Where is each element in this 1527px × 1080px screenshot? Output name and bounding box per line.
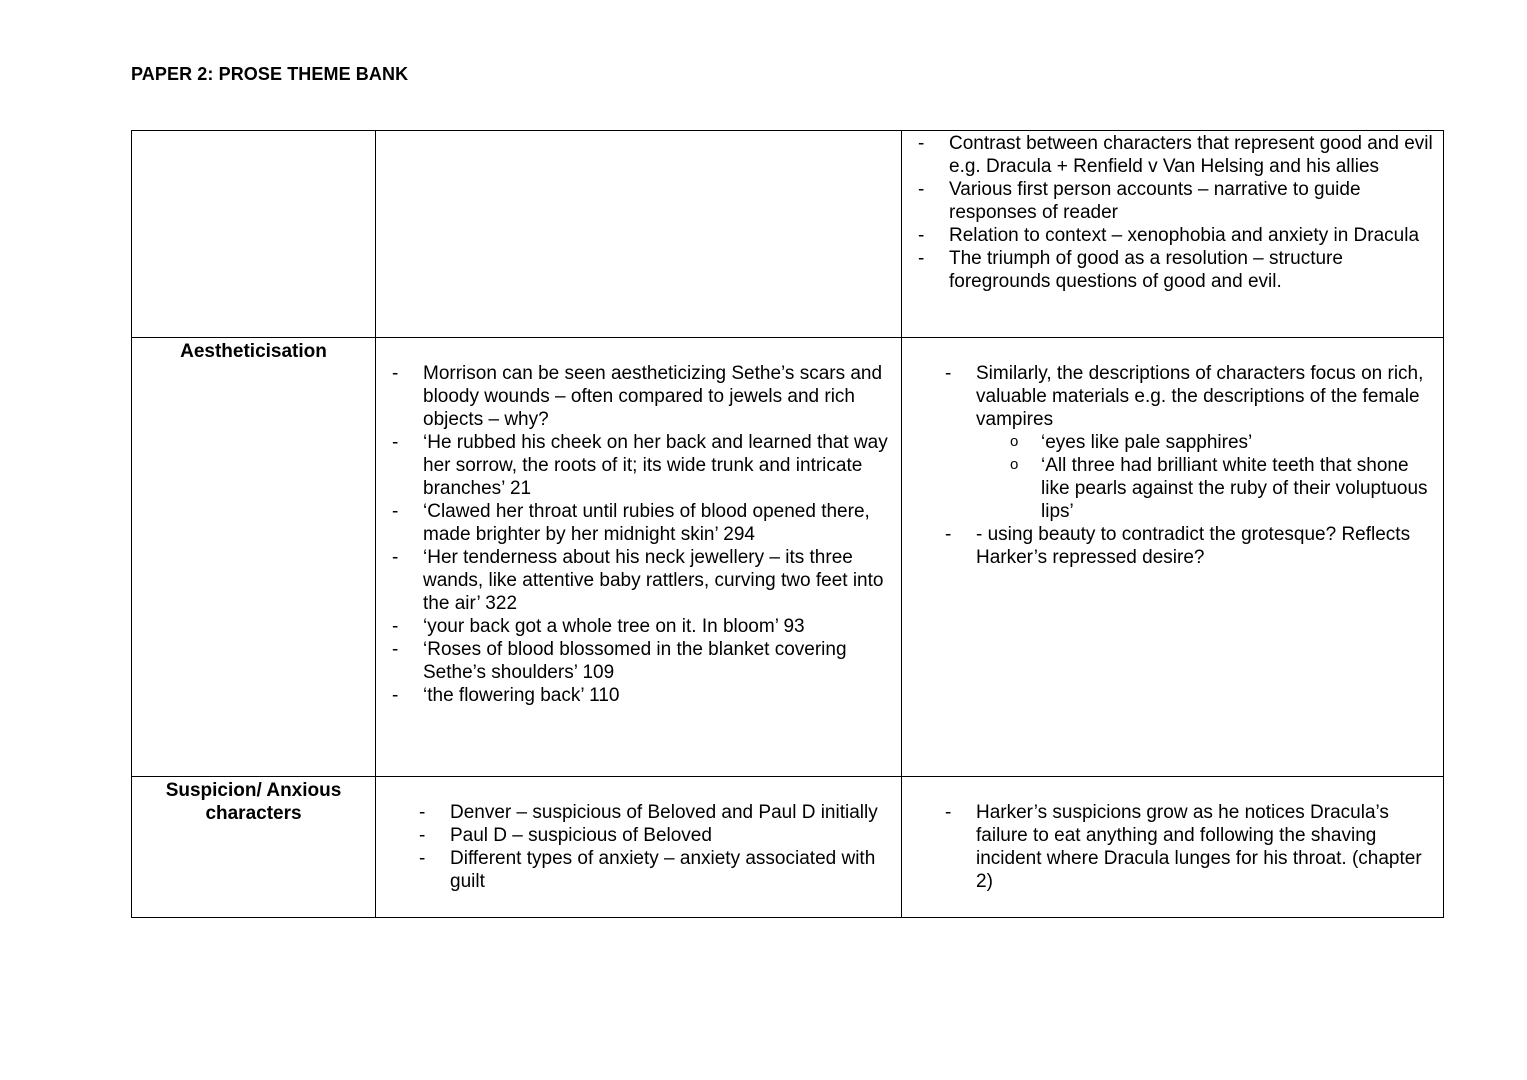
list-item-text: Similarly, the descriptions of characters focus on rich, valuable materials e.g. the descriptions of the female vampires [976, 363, 1424, 430]
table-row [132, 338, 1444, 777]
list-item: - Paul D – suspicious of Beloved [450, 824, 893, 847]
dracula-cell [902, 131, 1444, 338]
quote-item: o ‘eyes like pale sapphires’ [1041, 431, 1435, 454]
quote-sublist [976, 431, 1435, 523]
list-item: - Various first person accounts – narrative to guide responses of reader [949, 178, 1435, 224]
beloved-notes-list [376, 777, 901, 893]
dracula-notes-list [902, 338, 1443, 569]
list-item: - The triumph of good as a resolution – structure foregrounds questions of good and evil. [949, 247, 1435, 293]
list-item: - ‘Her tenderness about his neck jewellery – its three wands, like attentive baby rattlers, curving two feet into the air’ 322 [423, 546, 893, 615]
list-item: - Morrison can be seen aestheticizing Sethe’s scars and bloody wounds – often compared to jewels and rich objects – why? [423, 362, 893, 431]
list-item: - Denver – suspicious of Beloved and Paul D initially [450, 801, 893, 824]
list-item: - ‘the flowering back’ 110 [423, 684, 893, 707]
list-item: - ‘Clawed her throat until rubies of blood opened there, made brighter by her midnight skin’ 294 [423, 500, 893, 546]
list-item: - Contrast between characters that represent good and evil e.g. Dracula + Renfield v Van Helsing and his allies [949, 132, 1435, 178]
list-item: - Different types of anxiety – anxiety associated with guilt [450, 847, 893, 893]
table-row [132, 131, 1444, 338]
theme-table [131, 130, 1444, 918]
beloved-cell [376, 338, 902, 777]
quote-item: o ‘All three had brilliant white teeth that shone like pearls against the ruby of their voluptuous lips’ [1041, 454, 1435, 523]
page-title: PAPER 2: PROSE THEME BANK [131, 64, 409, 84]
list-item: - ‘He rubbed his cheek on her back and learned that way her sorrow, the roots of it; its wide trunk and intricate branches’ 21 [423, 431, 893, 500]
list-item: - ‘Roses of blood blossomed in the blanket covering Sethe’s shoulders’ 109 [423, 638, 893, 684]
dracula-notes-list [902, 777, 1443, 893]
beloved-notes-list [376, 338, 901, 707]
beloved-cell [376, 131, 902, 338]
theme-cell [132, 131, 376, 338]
theme-cell: Suspicion/ Anxious characters [132, 777, 376, 918]
dracula-notes-list [902, 131, 1443, 293]
list-item: - Relation to context – xenophobia and anxiety in Dracula [949, 224, 1435, 247]
beloved-cell [376, 777, 902, 918]
list-item [976, 362, 1435, 523]
list-item: - Harker’s suspicions grow as he notices Dracula’s failure to eat anything and following the shaving incident where Dracula lunges for his throat. (chapter 2) [976, 801, 1435, 893]
dracula-cell [902, 338, 1444, 777]
table-row [132, 777, 1444, 918]
list-item: - - using beauty to contradict the grotesque? Reflects Harker’s repressed desire? [976, 523, 1435, 569]
dracula-cell [902, 777, 1444, 918]
theme-cell: Aestheticisation [132, 338, 376, 777]
list-item: - ‘your back got a whole tree on it. In bloom’ 93 [423, 615, 893, 638]
